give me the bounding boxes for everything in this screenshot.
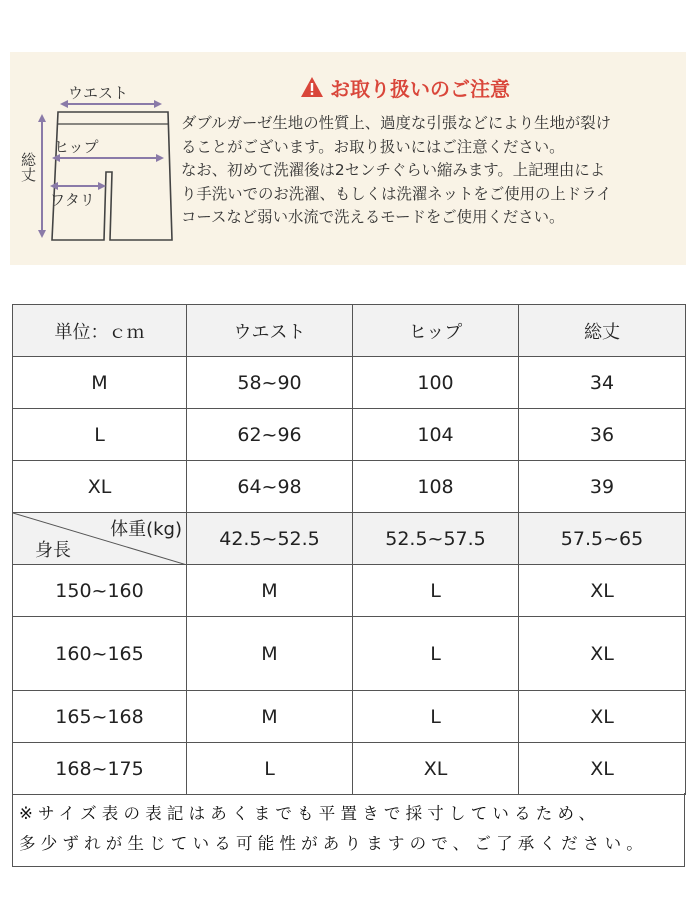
notice-line: なお、初めて洗濯後は2センチぐらい縮みます。上記理由によ [181,161,606,179]
hip-label: ヒップ [54,138,99,156]
footnote-line: ※サイズ表の表記はあくまでも平置きで採寸しているため、 [19,804,601,823]
waist-cell: 58~90 [187,357,353,409]
length-label: 総丈 [19,152,37,182]
length-cell: 34 [519,357,686,409]
fit-table [12,512,686,795]
table-row [13,565,686,617]
unit-header: 単位：ｃｍ [13,305,187,357]
notice-title-text: お取り扱いのご注意 [330,76,510,101]
corner-cell [13,513,187,565]
waist-cell: 62~96 [187,409,353,461]
size-cell: M [13,357,187,409]
weight-range-header: 42.5~52.5 [187,513,353,565]
weight-range-header: 57.5~65 [519,513,686,565]
table-row [13,743,686,795]
fit-size-cell: M [187,565,353,617]
height-range-cell: 160~165 [13,617,187,691]
height-range-cell: 165~168 [13,691,187,743]
length-cell: 36 [519,409,686,461]
fit-size-cell: L [353,565,519,617]
hip-cell: 100 [353,357,519,409]
hip-cell: 108 [353,461,519,513]
notice-line: コースなど弱い水流で洗えるモードをご使用ください。 [181,208,565,226]
notice-line: ダブルガーゼ生地の性質上、過度な引張などにより生地が裂け [181,114,612,132]
fit-size-cell: XL [519,565,686,617]
fit-size-cell: XL [353,743,519,795]
waist-cell: 64~98 [187,461,353,513]
fit-size-cell: L [353,617,519,691]
length-cell: 39 [519,461,686,513]
weight-axis-label: 体重(kg) [110,519,182,540]
fit-size-cell: M [187,691,353,743]
footnote-line: 多少ずれが生じている可能性がありますので、ご了承ください。 [19,834,648,853]
height-axis-label: 身長 [35,540,71,561]
table-row [13,691,686,743]
size-cell: L [13,409,187,461]
table-row [13,357,686,409]
waist-label: ウエスト [68,84,129,102]
fit-size-cell: L [187,743,353,795]
hip-cell: 104 [353,409,519,461]
length-header: 総丈 [519,305,686,357]
notice-line: り手洗いでのお洗濯、もしくは洗濯ネットをご使用の上ドライ [181,184,612,203]
hip-header: ヒップ [353,305,519,357]
table-row [13,461,686,513]
weight-range-header: 52.5~57.5 [353,513,519,565]
care-notice-panel [10,52,686,265]
height-range-cell: 150~160 [13,565,187,617]
fit-size-cell: XL [519,617,686,691]
waist-header: ウエスト [187,305,353,357]
rise-label: ワタリ [50,191,95,209]
table-row [13,617,686,691]
notice-body [181,112,681,230]
shorts-measurement-diagram [10,52,190,265]
fit-size-cell: M [187,617,353,691]
footnote [12,793,685,867]
fit-size-cell: L [353,691,519,743]
fit-size-cell: XL [519,691,686,743]
size-cell: XL [13,461,187,513]
table-row [13,409,686,461]
warning-icon [300,76,324,98]
size-table-header [13,305,686,357]
height-range-cell: 168~175 [13,743,187,795]
fit-table-header [13,513,686,565]
size-table [12,304,686,513]
notice-line: ることがございます。お取り扱いにはご注意ください。 [181,137,565,156]
notice-title [300,72,510,102]
fit-size-cell: XL [519,743,686,795]
